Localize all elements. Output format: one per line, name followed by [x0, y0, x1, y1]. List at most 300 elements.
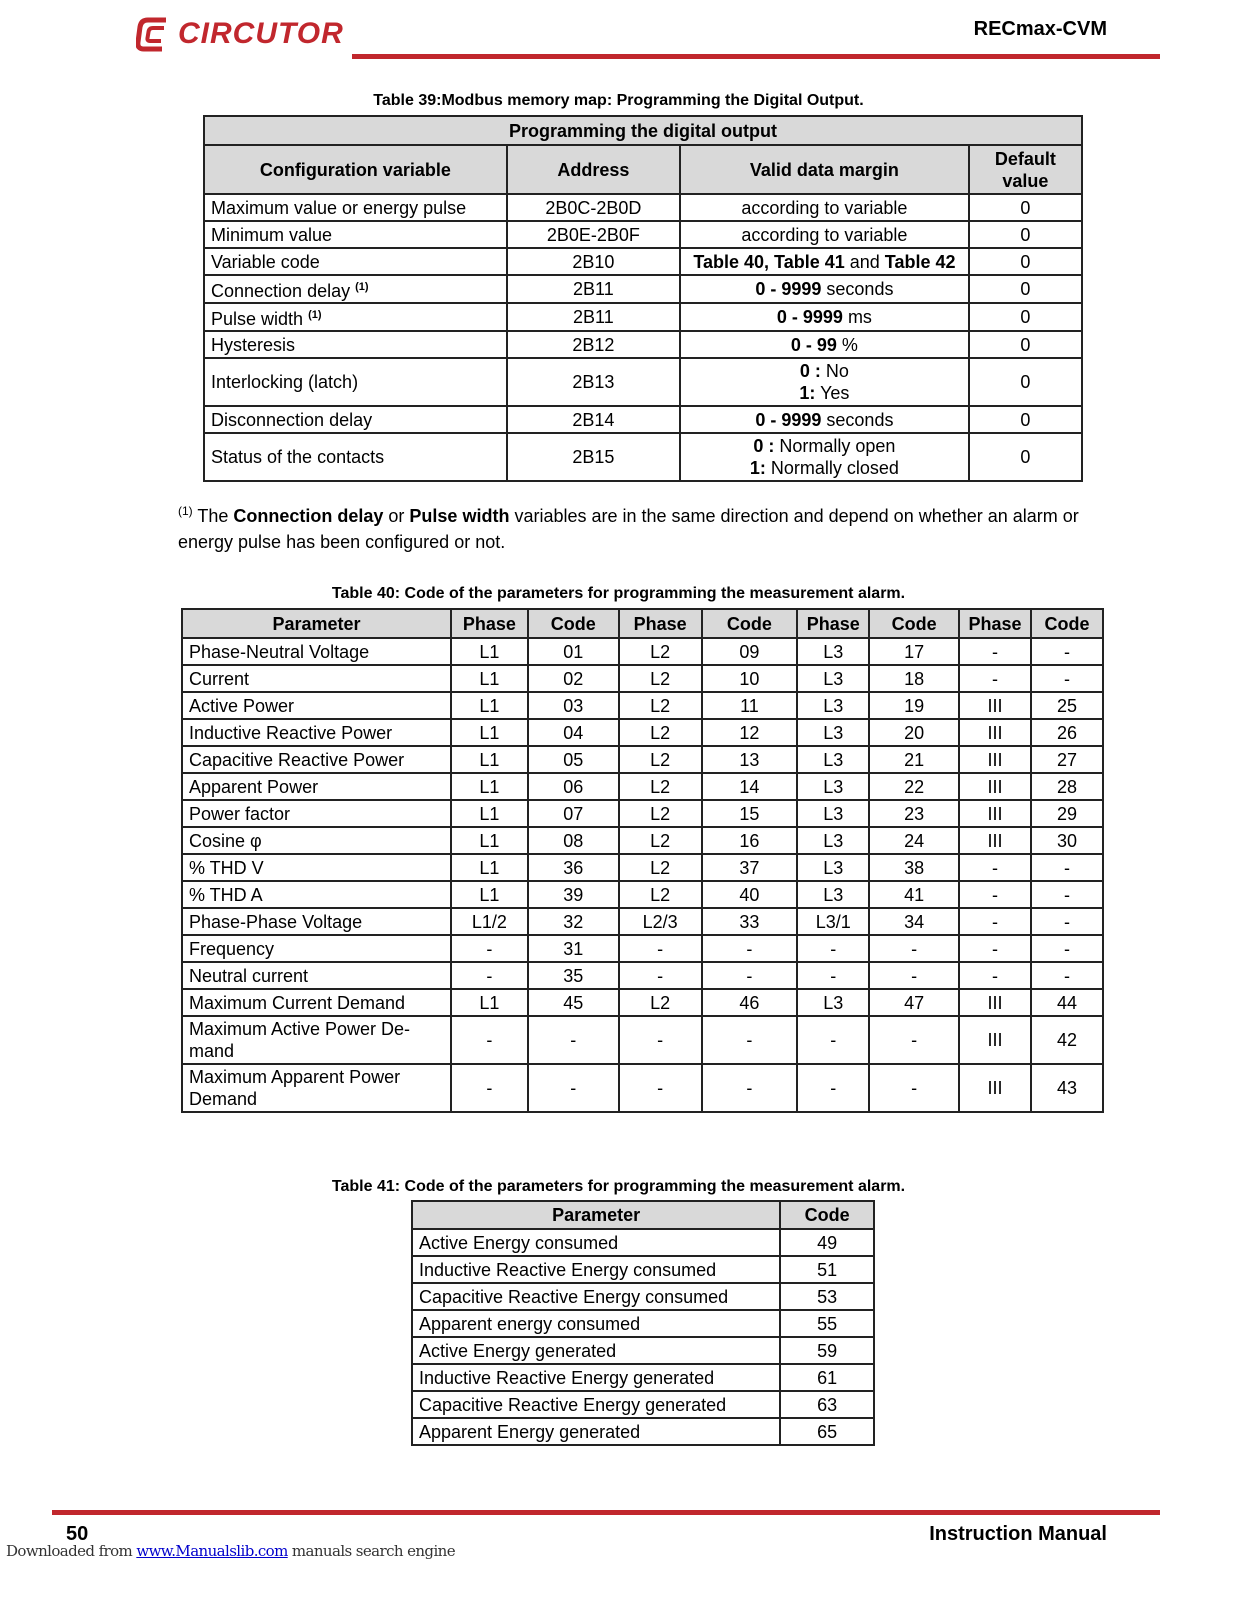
code-cell: 22	[869, 773, 959, 800]
margin-cell	[680, 194, 969, 221]
code-cell: 26	[1031, 719, 1103, 746]
code-cell: -	[869, 935, 959, 962]
text-run: 0 :	[799, 361, 821, 381]
text-run: Table 40, Table 41	[693, 251, 845, 272]
table-row	[204, 358, 1082, 406]
margin-cell	[680, 303, 969, 331]
code-cell: 32	[528, 908, 619, 935]
parameter-cell	[182, 1064, 451, 1112]
parameter-line: Inductive Reactive Power	[189, 722, 393, 743]
default-cell: 0	[969, 358, 1082, 406]
code-cell: 43	[1031, 1064, 1103, 1112]
page-number: 50	[66, 1523, 89, 1545]
phase-cell: L3	[797, 638, 869, 665]
variable-cell	[204, 433, 507, 481]
margin-line	[687, 224, 962, 246]
margin-cell	[680, 358, 969, 406]
code-cell: 12	[702, 719, 798, 746]
code-cell: -	[1031, 665, 1103, 692]
parameter-cell: Capacitive Reactive Energy generated	[412, 1391, 780, 1418]
table41-caption: Table 41: Code of the parameters for programming the measurement alarm.	[331, 1178, 906, 1195]
code-cell: -	[702, 962, 798, 989]
table40-column-header: Phase	[451, 609, 528, 638]
code-cell: 02	[528, 665, 619, 692]
code-cell: -	[1031, 638, 1103, 665]
code-cell: 44	[1031, 989, 1103, 1016]
table-row	[204, 406, 1082, 433]
parameter-line: Maximum Active Power De-	[189, 1019, 411, 1039]
parameter-cell: Apparent energy consumed	[412, 1310, 780, 1337]
parameter-cell: Apparent Energy generated	[412, 1418, 780, 1445]
table41-column-header: Code	[780, 1201, 874, 1229]
code-cell: 17	[869, 638, 959, 665]
parameter-cell	[182, 746, 451, 773]
address-cell: 2B0C-2B0D	[507, 194, 680, 221]
parameter-cell	[182, 989, 451, 1016]
phase-cell: III	[959, 773, 1031, 800]
phase-cell: L2	[619, 638, 702, 665]
text-run: 0 - 99	[790, 334, 837, 355]
table-row	[182, 1016, 1103, 1064]
table40-caption: Table 40: Code of the parameters for programming the measurement alarm.	[331, 585, 906, 602]
address-cell: 2B0E-2B0F	[507, 221, 680, 248]
code-cell: 34	[869, 908, 959, 935]
phase-cell: III	[959, 746, 1031, 773]
table40-column-header: Code	[869, 609, 959, 638]
phase-cell: -	[797, 935, 869, 962]
document-title: RECmax-CVM	[973, 18, 1107, 40]
phase-cell: L2	[619, 692, 702, 719]
text-run: according to variable	[741, 197, 908, 218]
code-cell: -	[528, 1064, 619, 1112]
code-cell: 18	[869, 665, 959, 692]
margin-line	[687, 197, 962, 219]
text-run: according to variable	[741, 224, 908, 245]
table-row	[182, 827, 1103, 854]
parameter-cell	[182, 665, 451, 692]
footer-rule	[52, 1510, 1160, 1515]
code-cell: 59	[780, 1337, 874, 1364]
download-suffix: manuals search engine	[287, 1542, 455, 1560]
code-cell: 04	[528, 719, 619, 746]
margin-line	[687, 382, 962, 404]
table-row	[204, 303, 1082, 331]
table39	[203, 115, 1083, 482]
code-cell: 09	[702, 638, 798, 665]
code-cell: 47	[869, 989, 959, 1016]
parameter-line: Active Power	[189, 695, 295, 716]
parameter-line: Phase-Phase Voltage	[189, 911, 363, 932]
code-cell: 24	[869, 827, 959, 854]
phase-cell: -	[619, 935, 702, 962]
phase-cell: -	[797, 1064, 869, 1112]
code-cell: 16	[702, 827, 798, 854]
parameter-cell	[182, 881, 451, 908]
parameter-cell	[182, 1016, 451, 1064]
text-run: 1:	[749, 458, 766, 478]
parameter-cell	[182, 800, 451, 827]
phase-cell: -	[797, 1016, 869, 1064]
code-cell: 25	[1031, 692, 1103, 719]
code-cell: 19	[869, 692, 959, 719]
phase-cell: L1	[451, 881, 528, 908]
margin-line	[687, 457, 962, 479]
phase-cell: -	[451, 962, 528, 989]
code-cell: 63	[780, 1391, 874, 1418]
parameter-cell: Inductive Reactive Energy consumed	[412, 1256, 780, 1283]
table-row	[204, 275, 1082, 303]
margin-cell	[680, 275, 969, 303]
text-run: Yes	[815, 383, 850, 403]
phase-cell: -	[959, 881, 1031, 908]
code-cell: 08	[528, 827, 619, 854]
text-run: Table 42	[884, 251, 956, 272]
variable-name: Maximum value or energy pulse	[211, 197, 467, 218]
table-row	[182, 881, 1103, 908]
footnote-mark: (1)	[308, 309, 322, 321]
phase-cell: -	[797, 962, 869, 989]
phase-cell: III	[959, 989, 1031, 1016]
table-row	[412, 1283, 874, 1310]
code-cell: -	[1031, 935, 1103, 962]
table-row	[204, 331, 1082, 358]
phase-cell: III	[959, 719, 1031, 746]
code-cell: 15	[702, 800, 798, 827]
code-cell: 55	[780, 1310, 874, 1337]
download-notice	[6, 1542, 455, 1560]
table40-column-header: Phase	[959, 609, 1031, 638]
code-cell: 07	[528, 800, 619, 827]
table39-column-header: Default value	[969, 145, 1082, 194]
code-cell: 42	[1031, 1016, 1103, 1064]
text-run: No	[820, 361, 849, 381]
phase-cell: L1	[451, 665, 528, 692]
code-cell: -	[528, 1016, 619, 1064]
variable-name: Disconnection delay	[211, 409, 373, 430]
code-cell: 21	[869, 746, 959, 773]
text-run: 0 - 9999	[755, 279, 822, 299]
text-run: %	[836, 334, 858, 355]
table40-column-header: Code	[702, 609, 798, 638]
parameter-cell: Inductive Reactive Energy generated	[412, 1364, 780, 1391]
text-run: Pulse width	[409, 506, 510, 526]
variable-cell	[204, 194, 507, 221]
address-cell: 2B11	[507, 275, 680, 303]
variable-name: Hysteresis	[211, 334, 296, 355]
phase-cell: -	[959, 854, 1031, 881]
text-run: 0 :	[753, 436, 775, 456]
download-prefix: Downloaded from	[6, 1542, 137, 1560]
parameter-line: % THD A	[189, 884, 263, 905]
parameter-cell	[182, 773, 451, 800]
phase-cell: L1	[451, 719, 528, 746]
circutor-logo-icon	[136, 14, 176, 54]
code-cell: 06	[528, 773, 619, 800]
phase-cell: L2	[619, 746, 702, 773]
default-cell: 0	[969, 331, 1082, 358]
text-run: Normally closed	[765, 458, 899, 478]
code-cell: 39	[528, 881, 619, 908]
parameter-cell	[182, 827, 451, 854]
phase-cell: L2/3	[619, 908, 702, 935]
default-cell: 0	[969, 248, 1082, 275]
manualslib-link[interactable]: www.Manualslib.com	[136, 1542, 288, 1560]
variable-name: Pulse width	[211, 309, 309, 329]
code-cell: 46	[702, 989, 798, 1016]
code-cell: -	[869, 962, 959, 989]
code-cell: 03	[528, 692, 619, 719]
table-row	[182, 854, 1103, 881]
parameter-line: Frequency	[189, 938, 275, 959]
address-cell: 2B13	[507, 358, 680, 406]
parameter-line: Phase-Neutral Voltage	[189, 641, 370, 662]
margin-cell	[680, 406, 969, 433]
parameter-cell	[182, 908, 451, 935]
parameter-cell: Active Energy generated	[412, 1337, 780, 1364]
default-cell: 0	[969, 406, 1082, 433]
phase-cell: L1	[451, 800, 528, 827]
code-cell: 37	[702, 854, 798, 881]
table-row	[412, 1391, 874, 1418]
margin-line	[687, 409, 962, 431]
phase-cell: L3	[797, 881, 869, 908]
table-row	[182, 800, 1103, 827]
phase-cell: L1	[451, 773, 528, 800]
phase-cell: -	[451, 1064, 528, 1112]
variable-name: Connection delay	[211, 281, 356, 301]
text-run: variables are in the same direction and depend on whether an alarm or energy pulse has been configured or not.	[178, 506, 1079, 552]
table39-column-header: Configuration variable	[204, 145, 507, 194]
code-cell: -	[869, 1016, 959, 1064]
header-rule	[352, 54, 1160, 59]
code-cell: -	[869, 1064, 959, 1112]
code-cell: -	[1031, 854, 1103, 881]
table-row	[412, 1229, 874, 1256]
phase-cell: L2	[619, 719, 702, 746]
phase-cell: L3	[797, 827, 869, 854]
margin-cell	[680, 433, 969, 481]
phase-cell: L2	[619, 773, 702, 800]
phase-cell: III	[959, 1064, 1031, 1112]
variable-cell	[204, 406, 507, 433]
code-cell: -	[1031, 962, 1103, 989]
address-cell: 2B10	[507, 248, 680, 275]
phase-cell: L3	[797, 854, 869, 881]
default-cell: 0	[969, 303, 1082, 331]
table39-column-header: Valid data margin	[680, 145, 969, 194]
table-row	[204, 221, 1082, 248]
code-cell: 23	[869, 800, 959, 827]
table-row	[412, 1256, 874, 1283]
table39-column-header: Address	[507, 145, 680, 194]
table-row	[182, 665, 1103, 692]
table-row	[412, 1418, 874, 1445]
code-cell: 30	[1031, 827, 1103, 854]
table-row	[204, 248, 1082, 275]
table-row	[182, 746, 1103, 773]
parameter-line: Neutral current	[189, 965, 309, 986]
parameter-line: Apparent Power	[189, 776, 319, 797]
table40-column-header: Code	[528, 609, 619, 638]
table-row	[412, 1310, 874, 1337]
margin-line	[687, 334, 962, 356]
phase-cell: L2	[619, 827, 702, 854]
table-row	[182, 935, 1103, 962]
code-cell: -	[1031, 881, 1103, 908]
table40	[181, 608, 1104, 1113]
text-run: Normally open	[774, 436, 896, 456]
parameter-line: Current	[189, 668, 250, 689]
parameter-line: Maximum Current Demand	[189, 992, 406, 1013]
table-row	[182, 1064, 1103, 1112]
phase-cell: L2	[619, 854, 702, 881]
phase-cell: L3	[797, 773, 869, 800]
text-run: 0 - 9999	[755, 409, 822, 430]
margin-line	[687, 435, 962, 457]
phase-cell: L2	[619, 881, 702, 908]
code-cell: 41	[869, 881, 959, 908]
parameter-cell: Capacitive Reactive Energy consumed	[412, 1283, 780, 1310]
phase-cell: -	[451, 935, 528, 962]
default-cell: 0	[969, 194, 1082, 221]
footnote	[178, 498, 1098, 555]
parameter-line: Capacitive Reactive Power	[189, 749, 405, 770]
code-cell: 51	[780, 1256, 874, 1283]
parameter-line: mand	[189, 1041, 235, 1061]
text-run: Connection delay	[233, 506, 384, 526]
phase-cell: III	[959, 800, 1031, 827]
default-cell: 0	[969, 221, 1082, 248]
table41	[411, 1200, 875, 1446]
code-cell: 61	[780, 1364, 874, 1391]
variable-name: Interlocking (latch)	[211, 372, 359, 392]
code-cell: 40	[702, 881, 798, 908]
table-row	[182, 692, 1103, 719]
table-row	[182, 908, 1103, 935]
code-cell: -	[702, 1016, 798, 1064]
phase-cell: L1	[451, 827, 528, 854]
parameter-cell	[182, 692, 451, 719]
table40-column-header: Parameter	[182, 609, 451, 638]
code-cell: 53	[780, 1283, 874, 1310]
table-row	[204, 194, 1082, 221]
parameter-line: Power factor	[189, 803, 291, 824]
table-row	[412, 1364, 874, 1391]
table-row	[204, 433, 1082, 481]
footnote-mark: (1)	[355, 281, 369, 293]
code-cell: 45	[528, 989, 619, 1016]
parameter-line: Cosine φ	[189, 830, 262, 851]
parameter-line: Demand	[189, 1089, 258, 1109]
parameter-line: % THD V	[189, 857, 264, 878]
table40-column-header: Code	[1031, 609, 1103, 638]
code-cell: 20	[869, 719, 959, 746]
variable-name: Minimum value	[211, 224, 333, 245]
code-cell: 65	[780, 1418, 874, 1445]
circutor-logo	[136, 14, 346, 54]
parameter-cell	[182, 935, 451, 962]
default-cell: 0	[969, 433, 1082, 481]
phase-cell: -	[619, 1016, 702, 1064]
text-run: ms	[842, 307, 872, 327]
parameter-line: Maximum Apparent Power	[189, 1067, 401, 1087]
phase-cell: -	[959, 665, 1031, 692]
text-run: seconds	[821, 409, 894, 430]
table40-column-header: Phase	[619, 609, 702, 638]
address-cell: 2B11	[507, 303, 680, 331]
table40-column-header: Phase	[797, 609, 869, 638]
code-cell: 27	[1031, 746, 1103, 773]
variable-cell	[204, 221, 507, 248]
code-cell: 29	[1031, 800, 1103, 827]
variable-cell	[204, 331, 507, 358]
parameter-cell	[182, 962, 451, 989]
variable-cell	[204, 358, 507, 406]
phase-cell: III	[959, 1016, 1031, 1064]
code-cell: 13	[702, 746, 798, 773]
variable-name: Variable code	[211, 251, 320, 272]
logo-text: CIRCUTOR	[178, 17, 344, 50]
code-cell: 14	[702, 773, 798, 800]
table-row	[182, 962, 1103, 989]
code-cell: 35	[528, 962, 619, 989]
phase-cell: L3	[797, 746, 869, 773]
phase-cell: III	[959, 692, 1031, 719]
phase-cell: L2	[619, 665, 702, 692]
phase-cell: L3	[797, 719, 869, 746]
code-cell: 31	[528, 935, 619, 962]
table-row	[182, 719, 1103, 746]
margin-line	[687, 306, 962, 328]
footnote-mark: (1)	[178, 504, 193, 518]
table39-caption: Table 39:Modbus memory map: Programming the Digital Output.	[373, 92, 864, 109]
code-cell: 28	[1031, 773, 1103, 800]
table39-group-header: Programming the digital output	[204, 116, 1082, 145]
margin-cell	[680, 331, 969, 358]
parameter-cell: Active Energy consumed	[412, 1229, 780, 1256]
table-row	[182, 773, 1103, 800]
phase-cell: L3	[797, 692, 869, 719]
phase-cell: -	[959, 908, 1031, 935]
code-cell: 36	[528, 854, 619, 881]
phase-cell: L2	[619, 989, 702, 1016]
phase-cell: -	[619, 962, 702, 989]
phase-cell: -	[619, 1064, 702, 1112]
text-run: The	[192, 506, 234, 526]
code-cell: -	[702, 935, 798, 962]
table41-column-header: Parameter	[412, 1201, 780, 1229]
code-cell: -	[702, 1064, 798, 1112]
text-run: and	[844, 251, 885, 272]
address-cell: 2B14	[507, 406, 680, 433]
code-cell: -	[1031, 908, 1103, 935]
text-run: 0 - 9999	[776, 307, 843, 327]
code-cell: 01	[528, 638, 619, 665]
phase-cell: -	[451, 1016, 528, 1064]
parameter-cell	[182, 854, 451, 881]
margin-line	[687, 360, 962, 382]
phase-cell: L3	[797, 665, 869, 692]
phase-cell: L1	[451, 746, 528, 773]
address-cell: 2B12	[507, 331, 680, 358]
default-cell: 0	[969, 275, 1082, 303]
code-cell: 49	[780, 1229, 874, 1256]
code-cell: 05	[528, 746, 619, 773]
phase-cell: L1	[451, 638, 528, 665]
phase-cell: L2	[619, 800, 702, 827]
variable-cell	[204, 275, 507, 303]
table-row	[182, 638, 1103, 665]
